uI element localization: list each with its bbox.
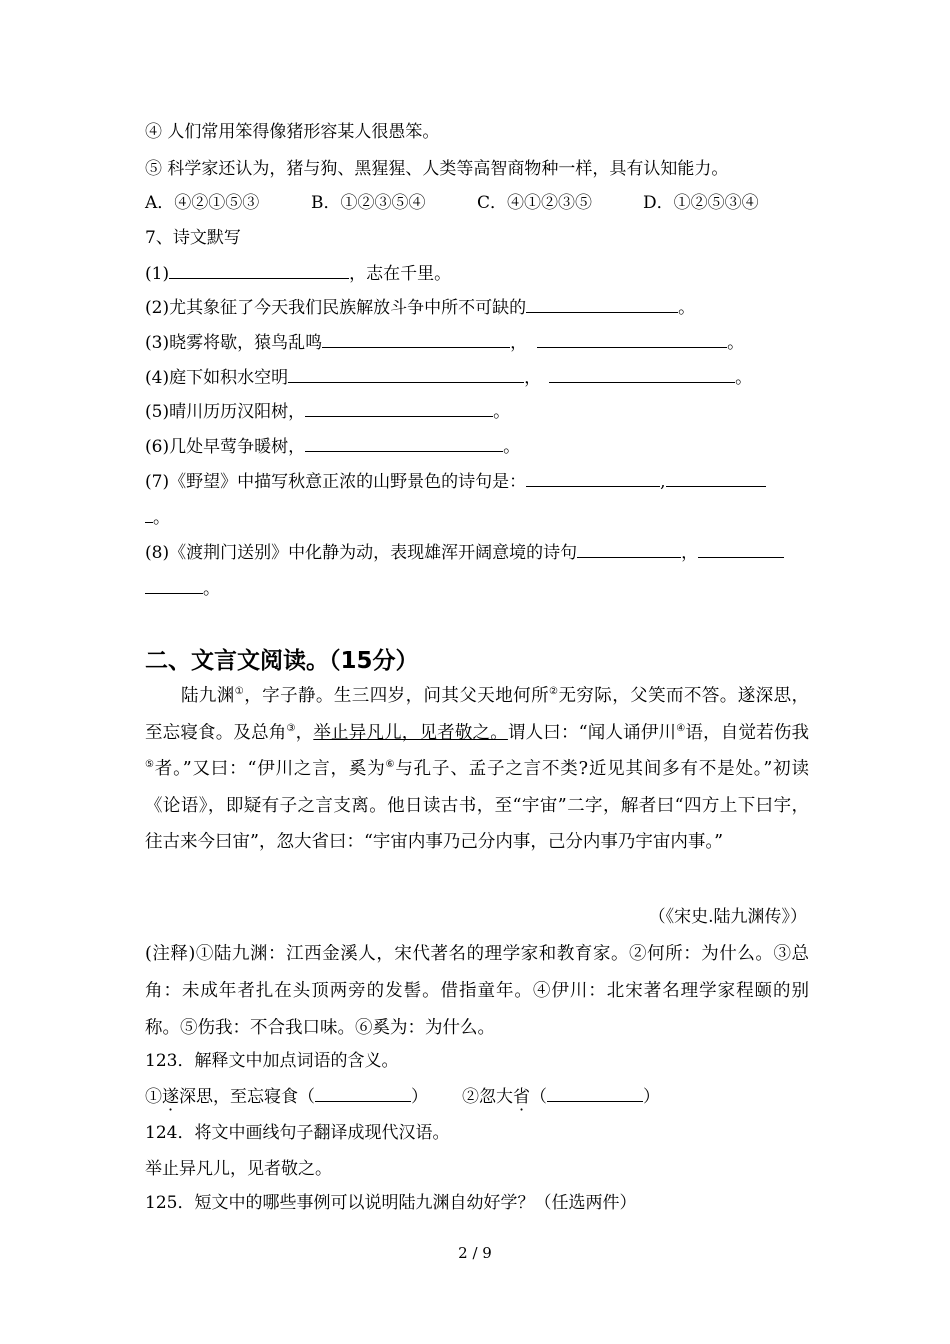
question-124-sentence: 举止异凡儿，见者敬之。 [145,1159,332,1179]
blank[interactable] [526,470,660,487]
dotted-word: 遂 [162,1087,179,1107]
blank[interactable] [577,541,681,558]
underlined-sentence: 举止异凡儿，见者敬之。 [313,722,508,743]
statement-5: ⑤ 科学家还认为，猪与狗、黑猩猩、人类等高智商物种一样，具有认知能力。 [145,159,729,179]
blank[interactable] [666,470,766,487]
answer-options [145,192,809,214]
poem-item-6-end: 。 [503,437,521,457]
poem-item-5 [145,400,510,423]
option-d: D．①②⑤③④ [643,193,759,213]
poem-item-4-end: 。 [735,368,753,388]
poem-item-8-text: (8)《渡荆门送别》中化静为动，表现雄浑开阔意境的诗句 [145,543,578,563]
poem-item-6 [145,435,520,458]
poem-item-3-comma: ， [510,333,528,353]
poem-item-7 [145,470,766,493]
question-123-items: ①遂深思，至忘寝食（ ） ②忽大省（ ） [145,1087,660,1107]
question-7-title: 7、诗文默写 [145,228,241,248]
poem-item-1-prefix: (1) [145,264,170,284]
blank[interactable] [288,366,524,383]
poem-item-3-end: 。 [727,333,745,353]
blank[interactable] [698,541,784,558]
option-a: A．④②①⑤③ [145,193,260,213]
poem-item-7-comma: , [660,472,666,492]
blank[interactable] [169,262,349,279]
poem-item-1 [145,262,451,285]
poem-item-7-end: 。 [153,508,170,528]
annotations: (注释)①陆九渊：江西金溪人，宋代著名的理学家和教育家。②何所：为什么。③总角：未成年者扎在头顶两旁的发髻。借指童年。④伊川：北宋著名理学家程颐的别称。⑤伤我：不合我口味。⑥奚为：为什么。 [145,944,809,1038]
blank[interactable] [305,435,503,452]
poem-item-3 [145,331,744,354]
poem-item-4-text: (4)庭下如积水空明 [145,368,289,388]
blank[interactable] [549,366,735,383]
question-125: 125．短文中的哪些事例可以说明陆九渊自幼好学？（任选两件） [145,1193,637,1213]
poem-item-5-end: 。 [493,402,511,422]
blank[interactable] [547,1085,643,1102]
statement-4: ④ 人们常用笨得像猪形容某人很愚笨。 [145,122,440,142]
blank[interactable] [315,1085,411,1102]
poem-item-4-comma: ， [524,368,542,388]
question-124: 124．将文中画线句子翻译成现代汉语。 [145,1123,450,1143]
option-c: C．④①②③⑤ [477,193,593,213]
blank[interactable] [526,296,678,313]
poem-item-8-cont [145,577,220,600]
poem-item-4 [145,366,752,389]
dotted-word: 省 [513,1087,530,1107]
poem-item-2 [145,296,695,319]
poem-item-8-comma: ， [681,543,699,563]
classical-passage: 陆九渊①，字子静。生三四岁，问其父天地何所②无穷际，父笑而不答。遂深思，至忘寝食。及总角③，举止异凡儿，见者敬之。谓人曰：“闻人诵伊川④语，自觉若伤我⑤者。”又曰：“伊川之言，奚为⑥与孔子、孟子之言不类?近见其间多有不是处。”初读《论语》，即疑有子之言支离。他日读古书，至“宇宙”二字，解者曰“四方上下曰宇，往古来今曰宙”，忽大省曰：“宇宙内事乃己分内事，己分内事乃宇宙内事。” [145,686,810,852]
question-123: 123．解释文中加点词语的含义。 [145,1051,399,1071]
blank[interactable] [145,577,203,594]
poem-item-2-end: 。 [678,298,696,318]
blank[interactable] [305,400,493,417]
section-title: 二、文言文阅读。（15分） [145,648,419,674]
poem-item-2-text: (2)尤其象征了今天我们民族解放斗争中所不可缺的 [145,298,527,318]
poem-item-1-suffix: ，志在千里。 [349,264,452,284]
blank[interactable] [322,331,510,348]
passage-source: （《宋史.陆九渊传》） [648,907,807,927]
page-number: 2 / 9 [458,1244,492,1262]
option-b: B．①②③⑤④ [311,193,426,213]
poem-item-3-text: (3)晓雾将歇，猿鸟乱鸣 [145,333,323,353]
blank[interactable] [537,331,727,348]
poem-item-5-text: (5)晴川历历汉阳树， [145,402,306,422]
poem-item-7-text: (7)《野望》中描写秋意正浓的山野景色的诗句是： [145,472,527,492]
poem-item-7-cont [145,506,170,529]
blank[interactable] [145,506,153,523]
poem-item-8-end: 。 [203,579,220,599]
poem-item-8 [145,541,784,564]
poem-item-6-text: (6)几处早莺争暖树， [145,437,306,457]
